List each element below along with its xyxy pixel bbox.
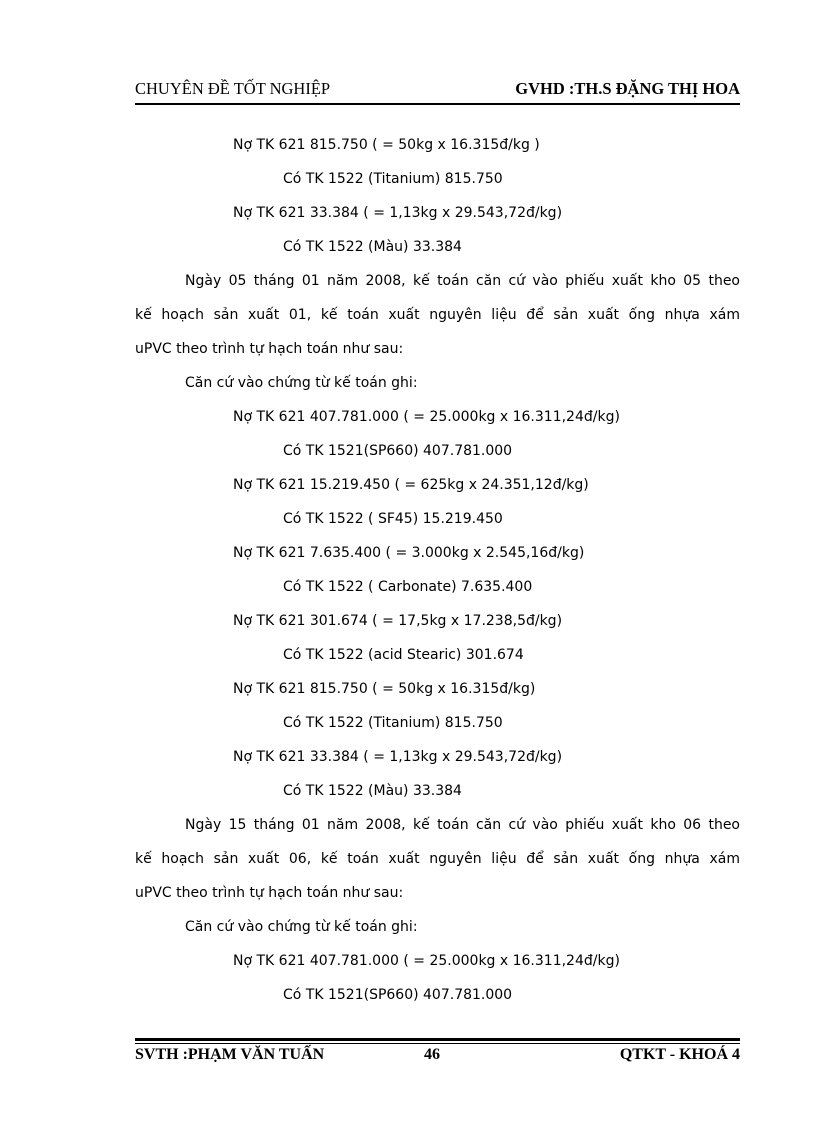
page-number: 46 [424,1046,440,1063]
entry-debit: Nợ TK 621 301.674 ( = 17,5kg x 17.238,5đ/kg) [233,613,563,629]
entry-credit: Có TK 1522 (Màu) 33.384 [283,783,462,799]
footer-student: SVTH :PHẠM VĂN TUẤN [135,1046,325,1063]
entry-debit: Nợ TK 621 815.750 ( = 50kg x 16.315đ/kg) [233,681,536,697]
entry-credit: Có TK 1522 ( SF45) 15.219.450 [283,511,503,527]
footer-rule-thin [135,1043,740,1044]
footer-rule [135,1038,740,1041]
entry-credit: Có TK 1521(SP660) 407.781.000 [283,987,513,1003]
paragraph-line: uPVC theo trình tự hạch toán như sau: [135,885,404,901]
paragraph-line: Ngày 05 tháng 01 năm 2008, kế toán căn cứ vào phiếu xuất kho 05 theo [185,273,740,289]
paragraph-line: uPVC theo trình tự hạch toán như sau: [135,341,404,357]
entry-debit: Nợ TK 621 33.384 ( = 1,13kg x 29.543,72đ/kg) [233,205,563,221]
entry-credit: Có TK 1522 (Titanium) 815.750 [283,715,503,731]
paragraph-line: kế hoạch sản xuất 01, kế toán xuất nguyên liệu để sản xuất ống nhựa xám [135,307,740,323]
header-rule [135,103,740,105]
entry-credit: Có TK 1522 (Màu) 33.384 [283,239,462,255]
header-title: CHUYÊN ĐỀ TỐT NGHIỆP [135,79,331,98]
entry-credit: Có TK 1521(SP660) 407.781.000 [283,443,513,459]
entry-debit: Nợ TK 621 33.384 ( = 1,13kg x 29.543,72đ/kg) [233,749,563,765]
entry-debit: Nợ TK 621 407.781.000 ( = 25.000kg x 16.311,24đ/kg) [233,953,620,969]
footer-course: QTKT - KHOÁ 4 [619,1046,740,1063]
page-footer [135,1046,740,1068]
paragraph-line: Căn cứ vào chứng từ kế toán ghi: [185,375,418,391]
page-header [135,79,740,101]
entry-credit: Có TK 1522 ( Carbonate) 7.635.400 [283,579,533,595]
entry-debit: Nợ TK 621 7.635.400 ( = 3.000kg x 2.545,16đ/kg) [233,545,585,561]
paragraph-line: kế hoạch sản xuất 06, kế toán xuất nguyên liệu để sản xuất ống nhựa xám [135,851,740,867]
entry-debit: Nợ TK 621 815.750 ( = 50kg x 16.315đ/kg ) [233,137,540,153]
entry-debit: Nợ TK 621 407.781.000 ( = 25.000kg x 16.311,24đ/kg) [233,409,620,425]
entry-credit: Có TK 1522 (acid Stearic) 301.674 [283,647,524,663]
paragraph-line: Căn cứ vào chứng từ kế toán ghi: [185,919,418,935]
paragraph-line: Ngày 15 tháng 01 năm 2008, kế toán căn cứ vào phiếu xuất kho 06 theo [185,817,740,833]
entry-debit: Nợ TK 621 15.219.450 ( = 625kg x 24.351,12đ/kg) [233,477,589,493]
entry-credit: Có TK 1522 (Titanium) 815.750 [283,171,503,187]
header-supervisor: GVHD :TH.S ĐẶNG THỊ HOA [515,79,740,98]
